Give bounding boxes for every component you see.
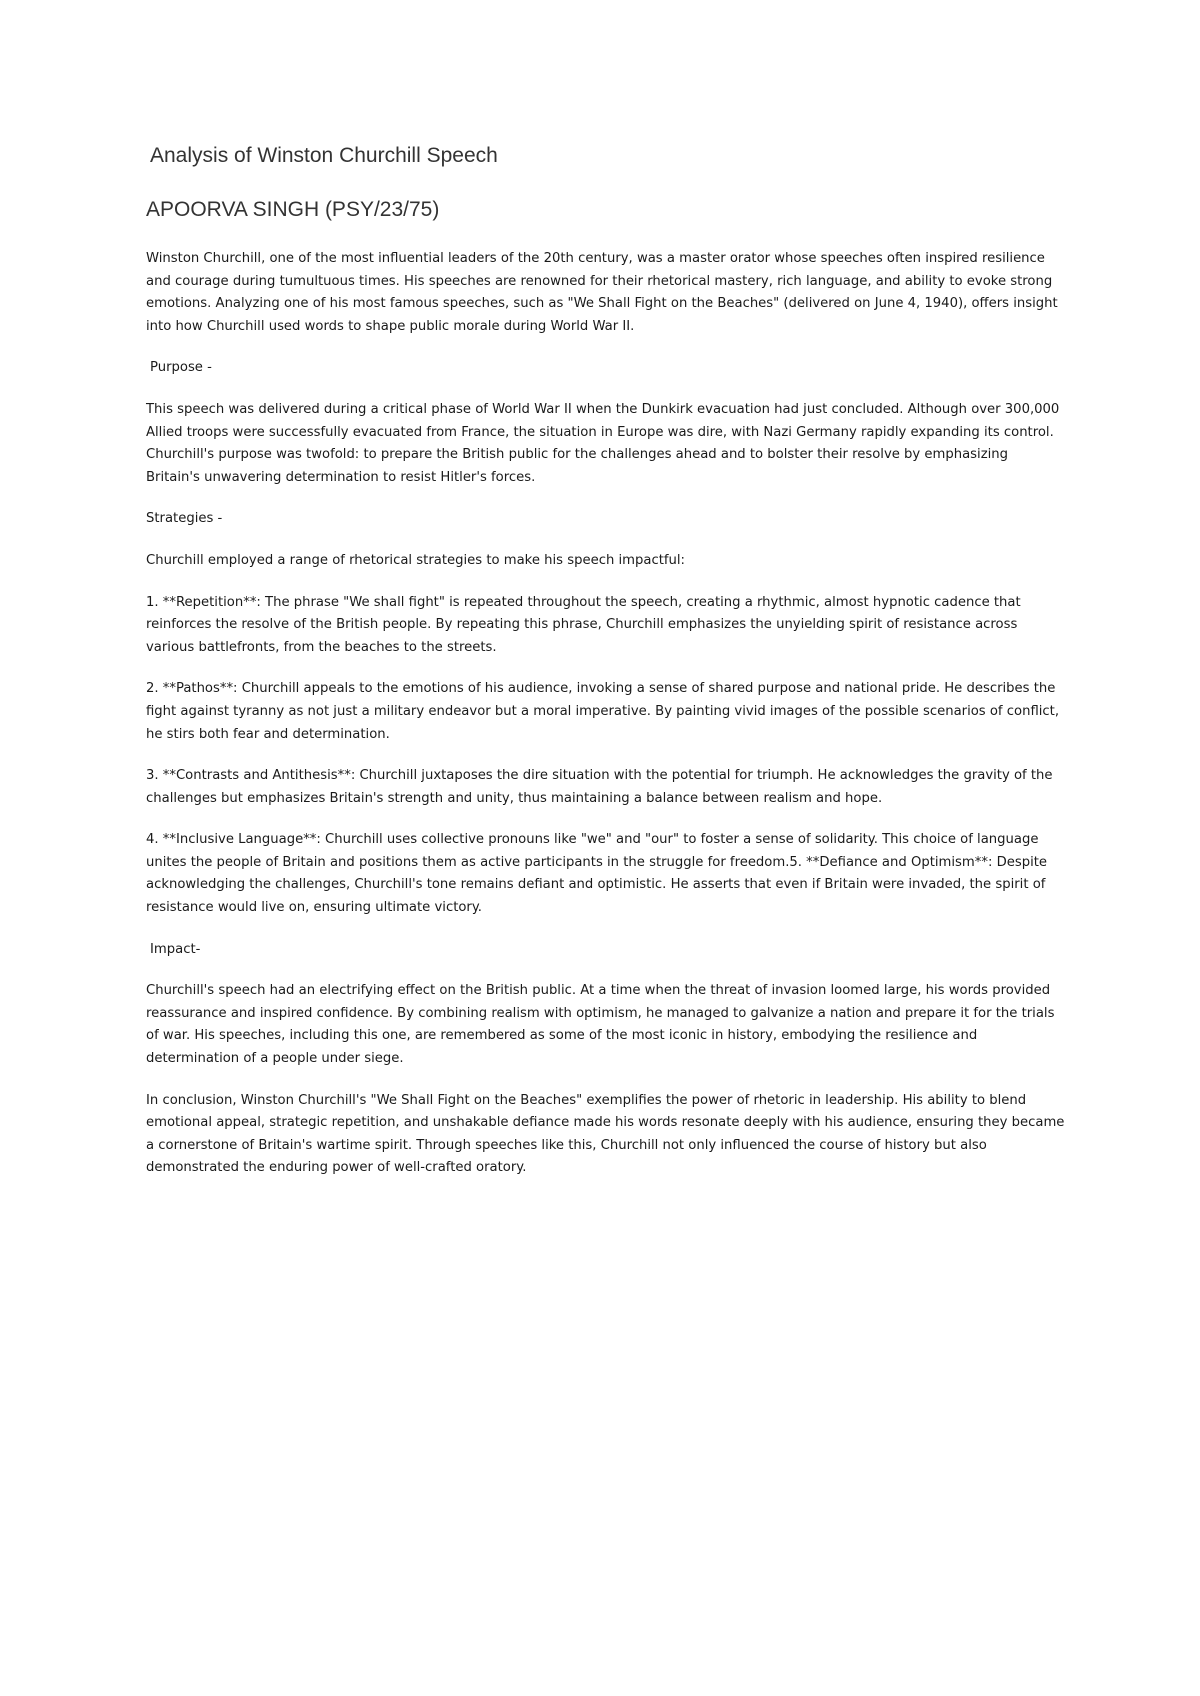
strategies-intro: Churchill employed a range of rhetorical strategies to make his speech impactful: — [146, 552, 685, 568]
conclusion-paragraph: In conclusion, Winston Churchill's "We Shall Fight on the Beaches" exemplifies the power of rhetoric in leadership. His ability to blend emotional appeal, strategic repetition, and unshakable defiance made his words resonate deeply with his audience, ensuring they became a cornerstone of Britain's wartime spirit. Through speeches like this, Churchill not only influenced the course of history but also demonstrated the enduring power of well-crafted oratory. — [146, 1092, 1065, 1176]
impact-paragraph: Churchill's speech had an electrifying effect on the British public. At a time when the threat of invasion loomed large, his words provided reassurance and inspired confidence. By combining realism with optimism, he managed to galvanize a nation and prepare it for the trials of war. His speeches, including this one, are remembered as some of the most iconic in history, embodying the resilience and determination of a people under siege. — [146, 983, 1055, 1067]
strategy-item-inclusive-language: 4. **Inclusive Language**: Churchill uses collective pronouns like "we" and "our" to foster a sense of solidarity. This choice of language unites the people of Britain and positions them as active participants in the struggle for freedom.5. **Defiance and Optimism**: Despite acknowledging the challenges, Churchill's tone remains defiant and optimistic. He asserts that even if Britain were invaded, the spirit of resistance would live on, ensuring ultimate victory. — [146, 832, 1048, 916]
document-page — [146, 138, 1066, 1180]
strategies-heading: Strategies - — [146, 511, 223, 527]
intro-paragraph: Winston Churchill, one of the most influential leaders of the 20th century, was a master orator whose speeches often inspired resilience and courage during tumultuous times. His speeches are renowned for their rhetorical mastery, rich language, and ability to evoke strong emotions. Analyzing one of his most famous speeches, such as "We Shall Fight on the Beaches" (delivered on June 4, 1940), offers insight into how Churchill used words to shape public morale during World War II. — [146, 251, 1058, 334]
impact-heading: Impact- — [150, 941, 201, 957]
document-author: APOORVA SINGH (PSY/23/75) — [146, 198, 440, 221]
strategy-item-contrasts: 3. **Contrasts and Antithesis**: Churchill juxtaposes the dire situation with the potential for triumph. He acknowledges the gravity of the challenges but emphasizes Britain's strength and unity, thus maintaining a balance between realism and hope. — [146, 768, 1053, 806]
purpose-heading: Purpose - — [150, 360, 212, 376]
strategy-item-repetition: 1. **Repetition**: The phrase "We shall fight" is repeated throughout the speech, creating a rhythmic, almost hypnotic cadence that reinforces the resolve of the British people. By repeating this phrase, Churchill emphasizes the unyielding spirit of resistance across various battlefronts, from the beaches to the streets. — [146, 594, 1021, 655]
strategy-item-pathos: 2. **Pathos**: Churchill appeals to the emotions of his audience, invoking a sense of shared purpose and national pride. He describes the fight against tyranny as not just a military endeavor but a moral imperative. By painting vivid images of the possible scenarios of conflict, he stirs both fear and determination. — [146, 681, 1060, 742]
document-title: Analysis of Winston Churchill Speech — [150, 144, 498, 167]
purpose-paragraph: This speech was delivered during a critical phase of World War II when the Dunkirk evacuation had just concluded. Although over 300,000 Allied troops were successfully evacuated from France, the situation in Europe was dire, with Nazi Germany rapidly expanding its control. Churchill's purpose was twofold: to prepare the British public for the challenges ahead and to bolster their resolve by emphasizing Britain's unwavering determination to resist Hitler's forces. — [146, 401, 1060, 485]
